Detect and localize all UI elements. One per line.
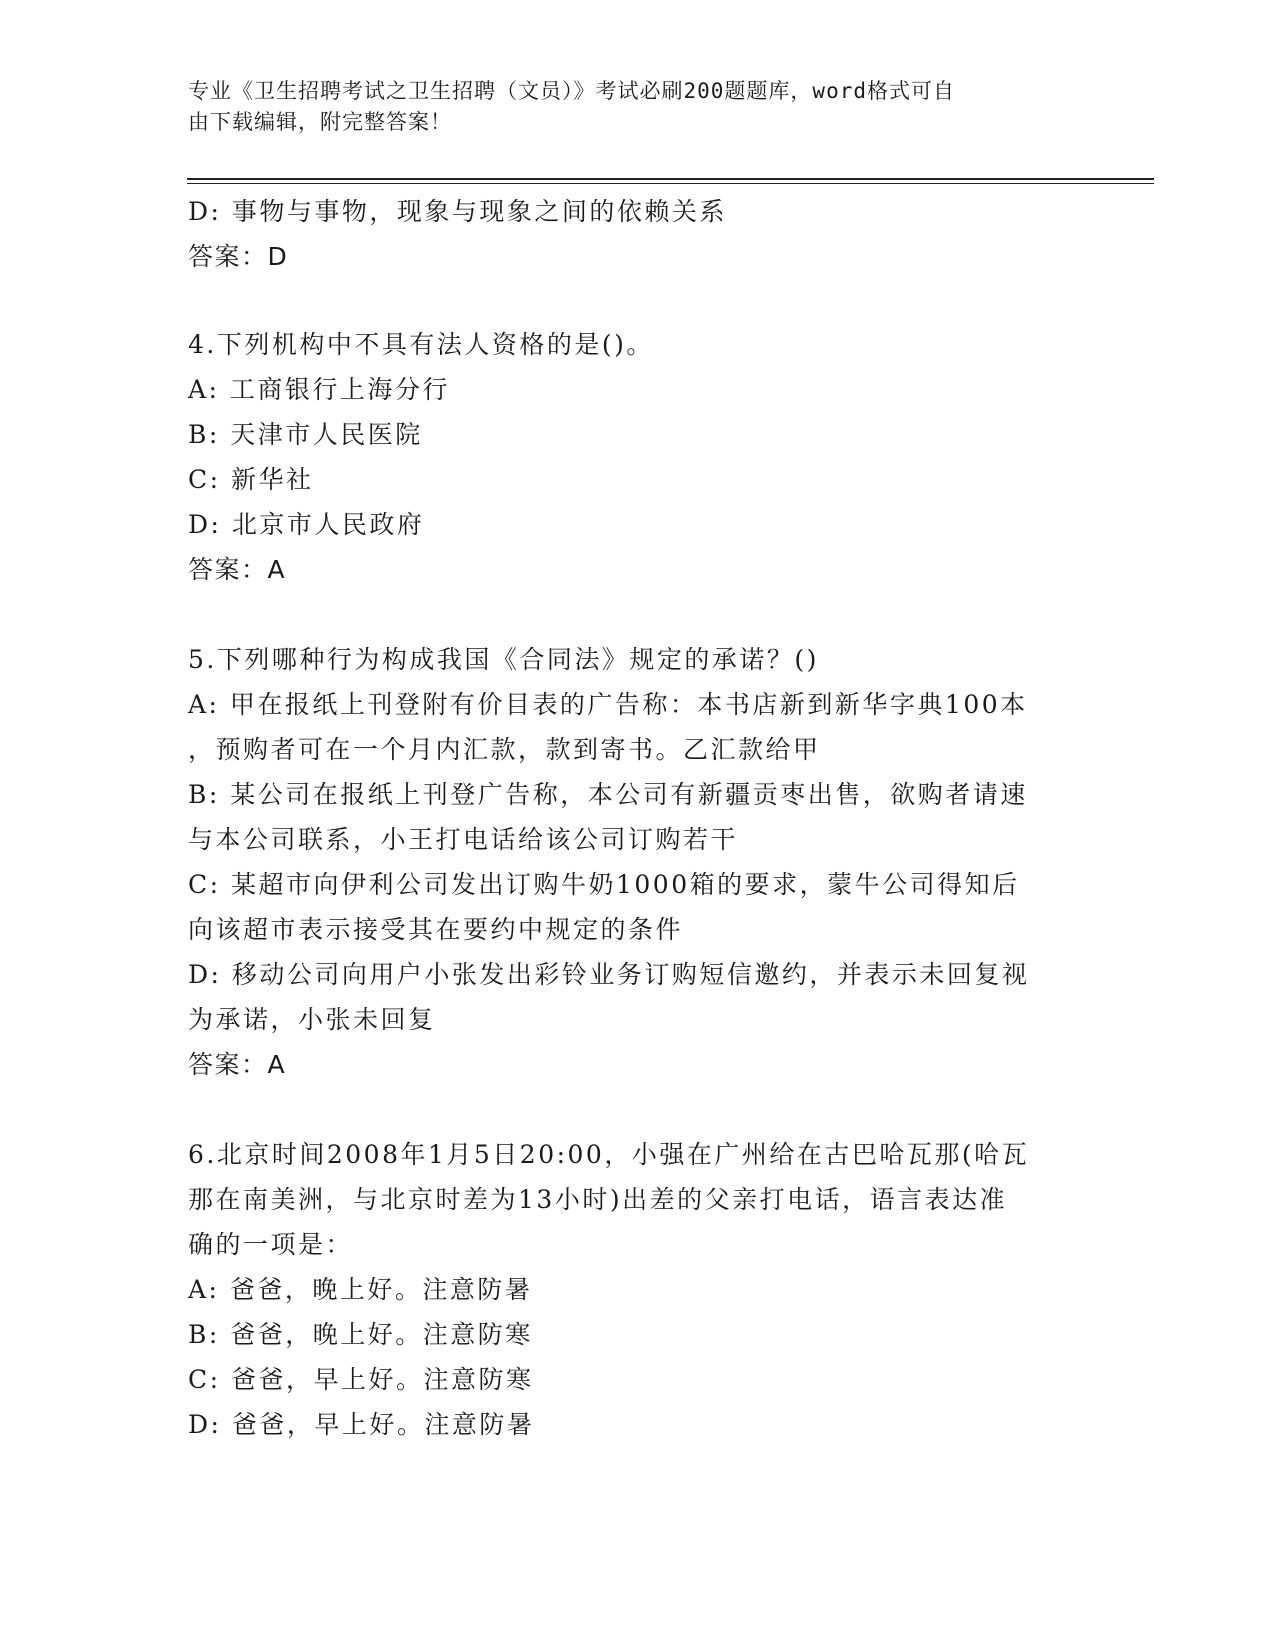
option-d-continued: 为承诺，小张未回复 [188,1005,436,1034]
answer-label: 答案：A [188,1050,287,1079]
option-c: C: 新华社 [188,465,314,494]
option-d: D: 爸爸，早上好。注意防暑 [188,1410,535,1439]
option-a: A: 爸爸，晚上好。注意防暑 [188,1275,533,1304]
option-b: B: 某公司在报纸上刊登广告称，本公司有新疆贡枣出售，欲购者请速 [188,780,1028,809]
option-a-continued: ，预购者可在一个月内汇款，款到寄书。乙汇款给甲 [188,735,821,764]
question-stem-continued: 那在南美洲，与北京时差为13小时)出差的父亲打电话，语言表达准 [188,1185,1008,1214]
option-b: B: 天津市人民医院 [188,420,423,449]
header-divider [187,178,1154,180]
option-a: A: 工商银行上海分行 [188,375,450,404]
question-stem: 6.北京时间2008年1月5日20:00，小强在广州给在古巴哈瓦那(哈瓦 [188,1140,1030,1169]
option-b-continued: 与本公司联系，小王打电话给该公司订购若干 [188,825,739,854]
question-stem: 5.下列哪种行为构成我国《合同法》规定的承诺？() [188,645,819,674]
option-c: C: 某超市向伊利公司发出订购牛奶1000箱的要求，蒙牛公司得知后 [188,870,1020,899]
answer-label: 答案：A [188,555,287,584]
question-block-5 [188,637,1088,1087]
question-block-6 [188,1132,1088,1447]
option-c-continued: 向该超市表示接受其在要约中规定的条件 [188,915,684,944]
header-line: 专业《卫生招聘考试之卫生招聘（文员）》考试必刷200题题库，word格式可自 [188,79,955,103]
option-b: B: 爸爸，晚上好。注意防寒 [188,1320,533,1349]
option-c: C: 爸爸，早上好。注意防寒 [188,1365,534,1394]
option-a: A: 甲在报纸上刊登附有价目表的广告称：本书店新到新华字典100本 [188,690,1028,719]
option-d: D: 事物与事物，现象与现象之间的依赖关系 [188,197,727,226]
page-header [188,76,1068,138]
answer-label: 答案：D [188,242,289,271]
question-content [188,189,1088,1447]
header-line: 由下载编辑，附完整答案！ [188,110,452,134]
question-stem-continued: 确的一项是： [188,1230,354,1259]
question-block-4 [188,322,1088,592]
header-divider-thin [187,183,1154,184]
question-stem: 4.下列机构中不具有法人资格的是()。 [188,330,654,359]
option-d: D: 北京市人民政府 [188,510,425,539]
option-d: D: 移动公司向用户小张发出彩铃业务订购短信邀约，并表示未回复视 [188,960,1030,989]
